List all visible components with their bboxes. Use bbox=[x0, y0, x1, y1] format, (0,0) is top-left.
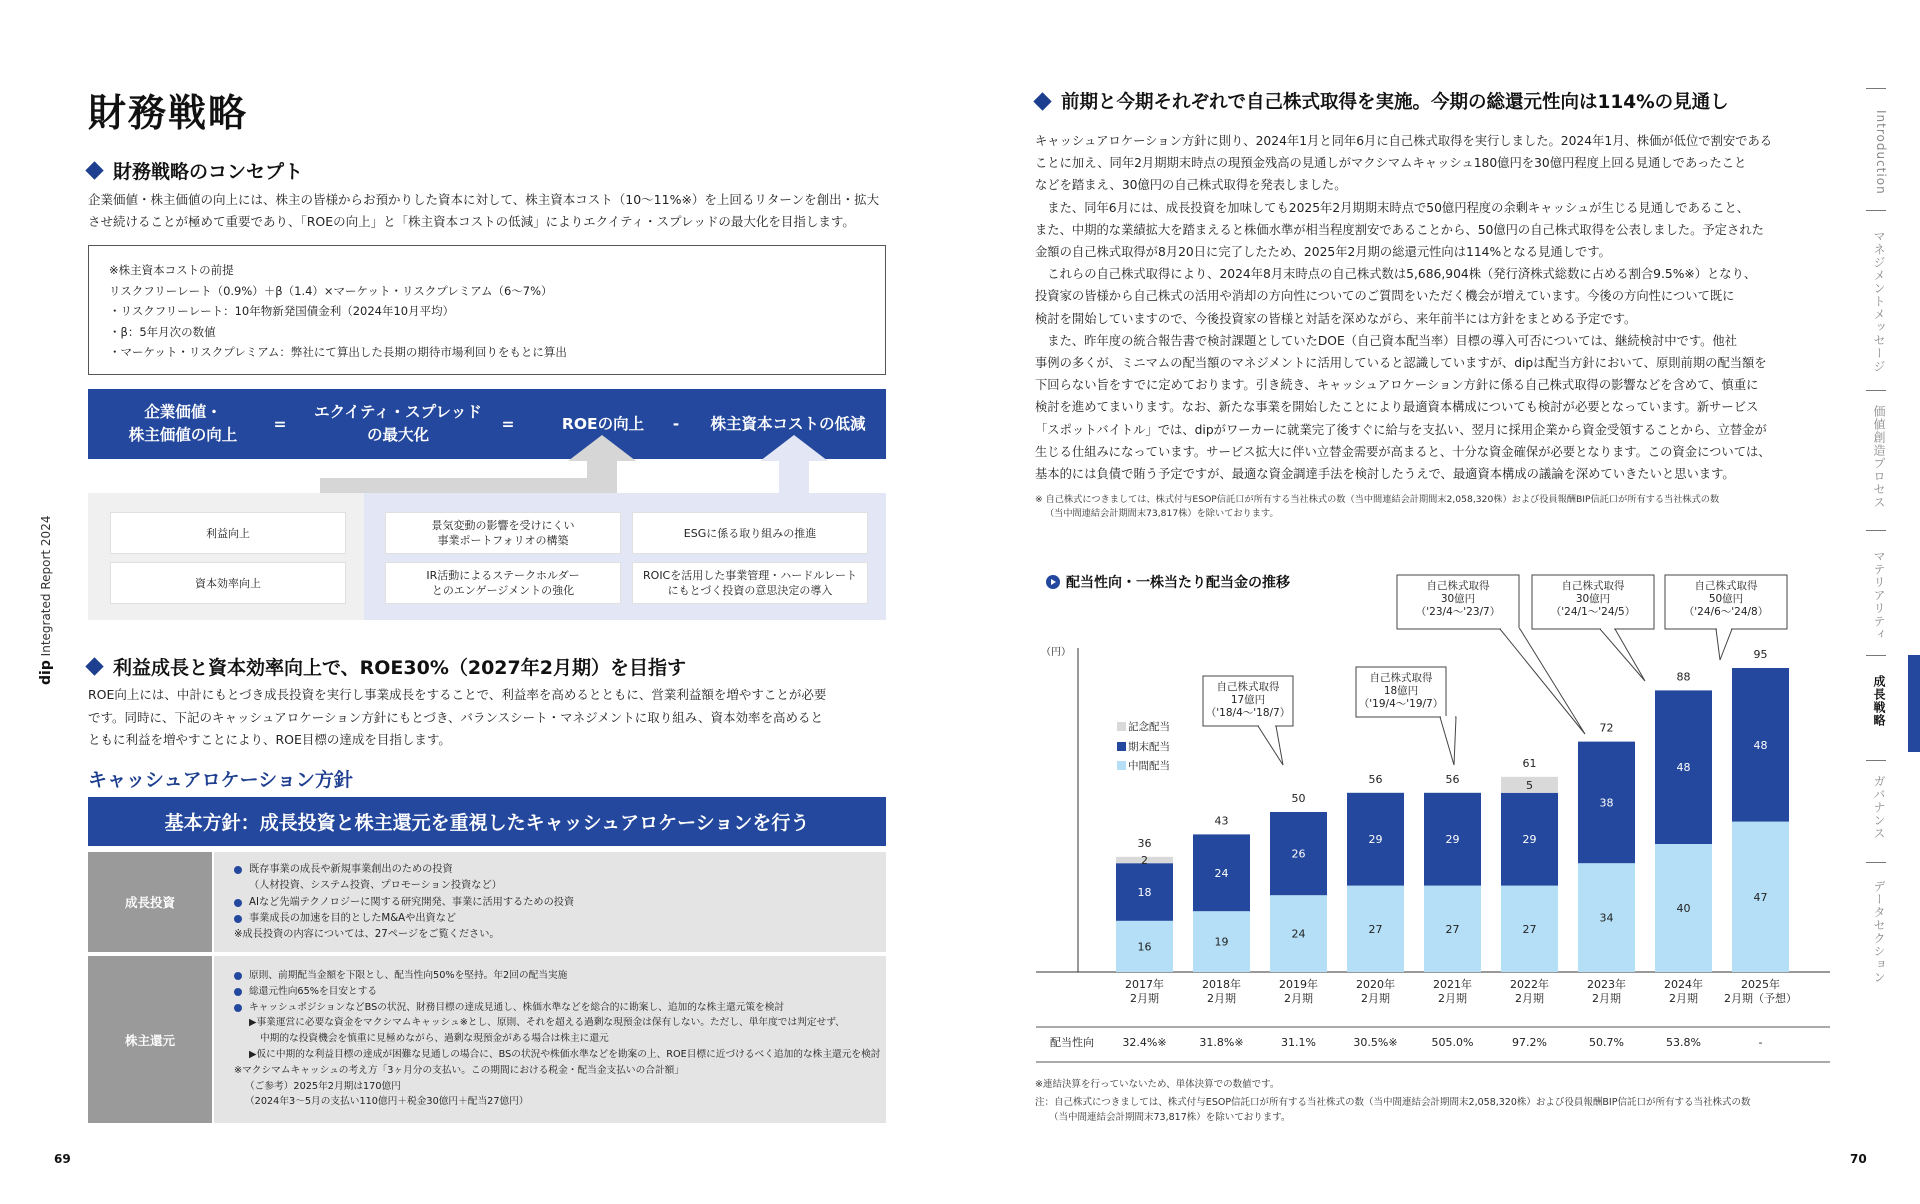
body-text-line: 投資家の皆様から自己株式の活用や消却の方向性についてのご質問をいただく機会が増えています。今後の方向性について既に bbox=[1035, 289, 1735, 304]
roe-arrow-icon bbox=[568, 435, 636, 461]
roe-arrow-stem bbox=[587, 459, 617, 479]
data-label: 16 bbox=[1137, 940, 1152, 954]
callout-text: （'23/4〜'23/7） bbox=[1415, 606, 1501, 618]
basic-policy-banner: 基本方針：成長投資と株主還元を重視したキャッシュアロケーションを行う bbox=[88, 797, 886, 846]
callout-pointer bbox=[1716, 629, 1732, 660]
brand-logo: dip bbox=[38, 660, 54, 685]
payout-value: 31.1% bbox=[1281, 1036, 1316, 1049]
x-tick-label: 2月期 bbox=[1207, 992, 1236, 1005]
band-item-cost: 株主資本コストの低減 bbox=[710, 414, 866, 433]
equals-sign: = bbox=[501, 414, 515, 433]
callout-pointer bbox=[1600, 629, 1645, 681]
data-label: 18 bbox=[1137, 886, 1152, 899]
x-tick-label: 2023年 bbox=[1587, 978, 1626, 991]
total-label: 72 bbox=[1599, 721, 1614, 735]
legend-swatch bbox=[1117, 722, 1126, 731]
data-label: 2 bbox=[1141, 854, 1148, 867]
data-label: 5 bbox=[1526, 778, 1533, 792]
x-tick-label: 2021年 bbox=[1433, 978, 1472, 991]
data-label: 47 bbox=[1753, 890, 1768, 904]
initiative-box: 景気変動の影響を受けにくい 事業ポートフォリオの構築 bbox=[386, 513, 620, 553]
data-label: 27 bbox=[1522, 922, 1537, 936]
cash-allocation-heading: キャッシュアロケーション方針 bbox=[88, 769, 353, 791]
cost-arrow-stem bbox=[779, 459, 809, 495]
payout-value: 50.7% bbox=[1589, 1036, 1624, 1049]
note-line: ・マーケット・リスクプレミアム：弊社にて算出した長期の期待市場利回りをもとに算出 bbox=[109, 345, 567, 359]
x-tick-label: 2月期 bbox=[1130, 992, 1159, 1005]
legend-label: 記念配当 bbox=[1128, 721, 1170, 733]
callout-text: 自己株式取得 bbox=[1369, 672, 1433, 684]
right-footnote bbox=[1035, 493, 1719, 521]
data-label: 26 bbox=[1291, 847, 1306, 861]
payout-value: - bbox=[1758, 1036, 1763, 1049]
bullet-icon bbox=[234, 899, 242, 907]
roe-heading bbox=[88, 653, 686, 680]
body-text-line: などを踏まえ、30億円の自己株式取得を発表しました。 bbox=[1035, 178, 1347, 193]
callout-pointer bbox=[1258, 726, 1283, 765]
list-item-text: 事業成長の加速を目的としたM&Aや出資など bbox=[249, 912, 457, 924]
data-label: 40 bbox=[1676, 902, 1691, 915]
body-text-line: 「スポットバイトル」では、dipがワーカーに就業完了後すぐに給与を支払い、翌月に採用企業から資金受領することから、立替金が bbox=[1035, 422, 1767, 437]
total-label: 43 bbox=[1214, 814, 1229, 828]
total-label: 61 bbox=[1522, 756, 1537, 770]
list-item bbox=[234, 911, 866, 927]
x-tick-label: 2月期 bbox=[1284, 992, 1313, 1005]
active-tab-marker bbox=[1908, 655, 1920, 752]
body-text-line: また、昨年度の統合報告書で検討課題としていたDOE（自己資本配当率）目標の導入可否については、継続検討中です。他社 bbox=[1035, 333, 1738, 348]
callout-text: 30億円 bbox=[1575, 593, 1611, 605]
minus-sign: - bbox=[672, 414, 680, 433]
x-tick-label: 2月期 bbox=[1438, 992, 1467, 1005]
body-text-line: 金額の自己株式取得が8月20日に完了したため、2025年2月期の総還元性向は114%となる見通しです。 bbox=[1035, 245, 1611, 260]
chart-notes bbox=[1035, 1077, 1750, 1125]
concept-heading-text: 財務戦略のコンセプト bbox=[113, 161, 304, 183]
list-item-text: 総還元性向65%を目安とする bbox=[249, 985, 378, 997]
chart-title: 配当性向・一株当たり配当金の推移 bbox=[1066, 575, 1290, 591]
callout-pointer bbox=[1440, 717, 1456, 765]
list-item-text: AIなど先端テクノロジーに関する研究開発、事業に活用するための投資 bbox=[249, 896, 575, 908]
bullet-icon bbox=[234, 988, 242, 996]
list-item: （人材投資、システム投資、プロモーション投資など） bbox=[249, 880, 502, 892]
callout-text: 17億円 bbox=[1230, 694, 1266, 706]
roe-text-line: ともに利益を増やすことにより、ROE目標の達成を目指します。 bbox=[88, 732, 451, 747]
page-number-left: 69 bbox=[54, 1152, 71, 1166]
bullet-icon bbox=[234, 972, 242, 980]
initiative-box: IR活動によるステークホルダー とのエンゲージメントの強化 bbox=[386, 563, 620, 603]
chart-note-line: ※連結決算を行っていないため、単体決算での数値です。 bbox=[1035, 1079, 1280, 1090]
note-line: ・リスクフリーレート：10年物新発国債金利（2024年10月平均） bbox=[109, 304, 455, 318]
page-number-right: 70 bbox=[1850, 1152, 1867, 1166]
callout-text: （'24/1〜'24/5） bbox=[1550, 606, 1636, 618]
band-item-roe: ROEの向上 bbox=[561, 414, 645, 433]
x-tick-label: 2020年 bbox=[1356, 978, 1395, 991]
roe-heading-text: 利益成長と資本効率向上で、ROE30%（2027年2月期）を目指す bbox=[113, 657, 686, 679]
payout-value: 53.8% bbox=[1666, 1036, 1701, 1049]
side-tab-1[interactable]: マネジメントメッセージ bbox=[1872, 230, 1886, 373]
roe-text-line: です。同時に、下記のキャッシュアロケーション方針にもとづき、バランスシート・マネジメントに取り組み、資本効率を高めると bbox=[88, 709, 824, 725]
footnote-line: ※ 自己株式につきましては、株式付与ESOP信託口が所有する当社株式の数（当中間連結会計期間末2,058,320株）および役員報酬BIP信託口が所有する当社株式の数 bbox=[1035, 494, 1720, 505]
data-label: 27 bbox=[1368, 922, 1383, 936]
list-item: ※マクシマムキャッシュの考え方「3ヶ月分の支払い。この期間における税金・配当金支払いの合計額」 bbox=[234, 1064, 685, 1076]
callout-text: 自己株式取得 bbox=[1426, 580, 1490, 592]
body-text-line: また、同年6月には、成長投資を加味しても2025年2月期期末時点で50億円程度の余剰キャッシュが生じる見通しであること、 bbox=[1035, 200, 1750, 215]
tab-divider bbox=[1866, 655, 1886, 656]
list-item: ▶仮に中期的な利益目標の達成が困難な見通しの場合に、BSの状況や株価水準などを勘案の上、ROE目標に近づけるべく追加的な株主還元を検討 bbox=[249, 1048, 881, 1060]
spine-label bbox=[38, 515, 62, 685]
payout-value: 505.0% bbox=[1431, 1036, 1474, 1049]
payout-value: 31.8%※ bbox=[1199, 1036, 1244, 1049]
roe-text-line: ROE向上には、中計にもとづき成長投資を実行し事業成長をすることで、利益率を高めるとともに、営業利益額を増やすことが必要 bbox=[88, 687, 827, 702]
callout-text: （'19/4〜'19/7） bbox=[1358, 698, 1444, 710]
x-tick-label: 2月期 bbox=[1361, 992, 1390, 1005]
side-tab-2[interactable]: 価値創造プロセス bbox=[1872, 405, 1886, 509]
cost-of-equity-note bbox=[88, 245, 886, 375]
data-label: 29 bbox=[1522, 833, 1537, 847]
data-label: 48 bbox=[1753, 738, 1768, 752]
note-line: ※株主資本コストの前提 bbox=[109, 263, 234, 277]
concept-text bbox=[88, 189, 888, 233]
initiative-box: 利益向上 bbox=[111, 513, 345, 553]
diamond-bullet-icon bbox=[85, 161, 103, 179]
body-text-line: 検討を開始していますので、今後投資家の皆様と対話を深めながら、来年前半には方針をまとめる予定です。 bbox=[1035, 311, 1637, 326]
x-tick-label: 2月期（予想） bbox=[1724, 992, 1797, 1005]
bullet-icon bbox=[234, 866, 242, 874]
side-tab-3[interactable]: マテリアリティ bbox=[1872, 550, 1886, 641]
list-item-text: キャッシュポジションなどBSの状況、財務目標の達成見通し、株価水準などを総合的に勘案し、追加的な株主還元策を検討 bbox=[249, 1001, 785, 1013]
total-label: 56 bbox=[1445, 772, 1460, 786]
tab-divider bbox=[1866, 88, 1886, 89]
data-label: 29 bbox=[1368, 833, 1383, 847]
tab-divider bbox=[1866, 760, 1886, 761]
bullet-icon bbox=[234, 1004, 242, 1012]
callout-text: （'24/6〜'24/8） bbox=[1683, 606, 1769, 618]
total-label: 36 bbox=[1137, 836, 1152, 850]
list-item bbox=[234, 1000, 866, 1016]
tab-divider bbox=[1866, 390, 1886, 391]
data-label: 48 bbox=[1676, 761, 1691, 775]
initiative-box: 資本効率向上 bbox=[111, 563, 345, 603]
list-item-text: 既存事業の成長や新規事業創出のための投資 bbox=[249, 864, 453, 875]
list-item bbox=[234, 984, 866, 1000]
note-line: ・β：5年月次の数値 bbox=[109, 324, 216, 339]
body-text-line: 検討を進めてまいります。なお、新たな事業を開始したことにより最適資本構成についても検討が必要となっています。新サービス bbox=[1035, 400, 1759, 415]
concept-heading bbox=[88, 157, 303, 184]
x-tick-label: 2018年 bbox=[1202, 978, 1241, 991]
tab-divider bbox=[1866, 862, 1886, 863]
callout-text: 自己株式取得 bbox=[1694, 580, 1758, 592]
data-label: 27 bbox=[1445, 922, 1460, 936]
side-tab-0[interactable]: Introduction bbox=[1874, 110, 1888, 195]
legend-swatch bbox=[1117, 761, 1126, 770]
band-item-value: 企業価値・ 株主価値の向上 bbox=[128, 403, 238, 444]
body-text-line: これらの自己株式取得により、2024年8月末時点の自己株式数は5,686,904株（発行済株式総数に占める割合9.5%※）となり、 bbox=[1035, 267, 1757, 282]
payout-value: 97.2% bbox=[1512, 1036, 1547, 1049]
chart-note-line: （当中間連結会計期間末73,817株）を除いております。 bbox=[1049, 1112, 1291, 1123]
data-label: 19 bbox=[1214, 935, 1229, 949]
payout-value: 30.5%※ bbox=[1353, 1036, 1398, 1049]
total-label: 95 bbox=[1753, 648, 1768, 661]
right-heading-text: 前期と今期それぞれで自己株式取得を実施。今期の総還元性向は114%の見通し bbox=[1061, 92, 1729, 113]
tab-divider bbox=[1866, 210, 1886, 211]
legend-swatch bbox=[1117, 742, 1126, 751]
x-tick-label: 2025年 bbox=[1741, 978, 1780, 991]
callout-text: 30億円 bbox=[1440, 593, 1476, 605]
body-text-line: キャッシュアロケーション方針に則り、2024年1月と同年6月に自己株式取得を実行しました。2024年1月、株価が低位で割安である bbox=[1035, 134, 1773, 148]
roe-text bbox=[88, 684, 888, 752]
x-tick-label: 2月期 bbox=[1669, 992, 1698, 1005]
initiative-box: ROICを活用した事業管理・ハードルレート にもとづく投資の意思決定の導入 bbox=[633, 563, 867, 603]
bullet-icon bbox=[234, 915, 242, 923]
data-label: 24 bbox=[1291, 927, 1306, 941]
right-heading bbox=[1036, 88, 1729, 114]
note-line: リスクフリーレート（0.9%）＋β（1.4）×マーケット・リスクプレミアム（6〜7%） bbox=[109, 283, 553, 298]
band-item-spread: エクイティ・スプレッド の最大化 bbox=[314, 403, 482, 444]
chart-note-line: 注：自己株式につきましては、株式付与ESOP信託口が所有する当社株式の数（当中間連結会計期間末2,058,320株）および役員報酬BIP信託口が所有する当社株式の数 bbox=[1035, 1097, 1751, 1108]
body-text-line: ことに加え、同年2月期期末時点の現預金残高の見通しがマクシマムキャッシュ180億円を30億円程度上回る見通しであったこと bbox=[1035, 156, 1747, 171]
legend-label: 期末配当 bbox=[1128, 741, 1170, 753]
body-text-line: 基本的には負債で賄う予定ですが、最適な資金調達手法を検討したうえで、最適資本構成の議論を深めていきたいと思います。 bbox=[1035, 467, 1735, 482]
initiative-box: ESGに係る取り組みの推進 bbox=[633, 513, 867, 553]
callout-text: 自己株式取得 bbox=[1561, 580, 1625, 592]
equals-sign: = bbox=[273, 414, 287, 433]
diamond-bullet-icon bbox=[85, 657, 103, 675]
body-text-line: 事例の多くが、ミニマムの配当額のマネジメントに活用していると認識していますが、dipは配当方針において、原則前期の配当額を bbox=[1035, 356, 1767, 371]
shareholder-return-label: 株主還元 bbox=[88, 956, 212, 1123]
body-text-line: また、中期的な業績拡大を踏まえると株価水準が相当程度割安であることから、50億円の自己株式取得を公表しました。予定された bbox=[1035, 222, 1764, 237]
payout-value: 32.4%※ bbox=[1122, 1036, 1167, 1049]
data-label: 38 bbox=[1599, 796, 1614, 810]
x-tick-label: 2019年 bbox=[1279, 978, 1318, 991]
callout-text: 50億円 bbox=[1708, 593, 1744, 605]
data-label: 34 bbox=[1599, 911, 1614, 925]
shareholder-return-body bbox=[214, 956, 886, 1123]
roe-connector bbox=[320, 478, 617, 494]
growth-investment-body bbox=[214, 852, 886, 952]
list-item-text: 原則、前期配当金額を下限とし、配当性向50%を堅持。年2回の配当実施 bbox=[249, 970, 568, 981]
list-item: ▶事業運営に必要な資金をマクシマムキャッシュ※とし、原則、それを超える過剰な現預金は保有しない。ただし、単年度では判定せず、 bbox=[249, 1017, 845, 1029]
diamond-bullet-icon bbox=[1033, 92, 1051, 110]
footnote-line: （当中間連結会計期間末73,817株）を除いております。 bbox=[1045, 508, 1279, 519]
x-tick-label: 2月期 bbox=[1592, 992, 1621, 1005]
total-label: 56 bbox=[1368, 772, 1383, 786]
right-body-text bbox=[1035, 130, 1835, 485]
dividend-chart bbox=[1030, 560, 1840, 1100]
callout-pointer bbox=[1500, 629, 1585, 734]
total-label: 50 bbox=[1291, 792, 1306, 805]
callout-text: 18億円 bbox=[1383, 685, 1419, 697]
x-tick-label: 2017年 bbox=[1125, 978, 1164, 991]
page-title: 財務戦略 bbox=[88, 91, 249, 135]
data-label: 29 bbox=[1445, 833, 1460, 847]
body-text-line: 下回らない旨をすでに定めております。引き続き、キャッシュアロケーション方針に係る自己株式取得の影響などを含めて、慎重に bbox=[1035, 378, 1759, 393]
list-item bbox=[234, 895, 866, 911]
report-name: Integrated Report 2024 bbox=[39, 515, 53, 657]
concept-text-line: 企業価値・株主価値の向上には、株主の皆様からお預かりした資本に対して、株主資本コスト（10〜11%※）を上回るリターンを創出・拡大 bbox=[88, 192, 880, 207]
callout-text: （'18/4〜'18/7） bbox=[1205, 707, 1291, 719]
growth-investment-label: 成長投資 bbox=[88, 852, 212, 952]
x-tick-label: 2月期 bbox=[1515, 992, 1544, 1005]
list-item: ※成長投資の内容については、27ページをご覧ください。 bbox=[234, 929, 500, 941]
list-item bbox=[234, 862, 866, 878]
unit-label: （円） bbox=[1041, 647, 1071, 658]
side-tab-5[interactable]: ガバナンス bbox=[1872, 775, 1886, 840]
list-item: 中期的な投資機会を慎重に見極めながら、過剰な現預金がある場合は株主に還元 bbox=[260, 1033, 609, 1045]
payout-label: 配当性向 bbox=[1050, 1036, 1094, 1049]
concept-text-line: させ続けることが極めて重要であり、「ROEの向上」と「株主資本コストの低減」によりエクイティ・スプレッドの最大化を目指します。 bbox=[88, 214, 855, 229]
cost-arrow-icon bbox=[760, 435, 828, 461]
tab-divider bbox=[1866, 530, 1886, 531]
side-tab-6[interactable]: データセクション bbox=[1872, 880, 1886, 984]
x-tick-label: 2022年 bbox=[1510, 978, 1549, 991]
legend-label: 中間配当 bbox=[1128, 760, 1170, 772]
total-label: 88 bbox=[1676, 670, 1691, 684]
list-item: （ご参考）2025年2月期は170億円 bbox=[245, 1080, 401, 1092]
x-tick-label: 2024年 bbox=[1664, 978, 1703, 991]
data-label: 24 bbox=[1214, 866, 1229, 880]
list-item: （2024年3〜5月の支払い110億円＋税金30億円＋配当27億円） bbox=[245, 1096, 529, 1108]
side-tab-4[interactable]: 成長戦略 bbox=[1872, 675, 1886, 727]
list-item bbox=[234, 968, 866, 984]
callout-text: 自己株式取得 bbox=[1216, 681, 1280, 693]
body-text-line: 生じる仕組みになっています。サービス拡大に伴い立替金需要が高まると、十分な資金確保が必要となります。この資金については、 bbox=[1035, 444, 1771, 459]
